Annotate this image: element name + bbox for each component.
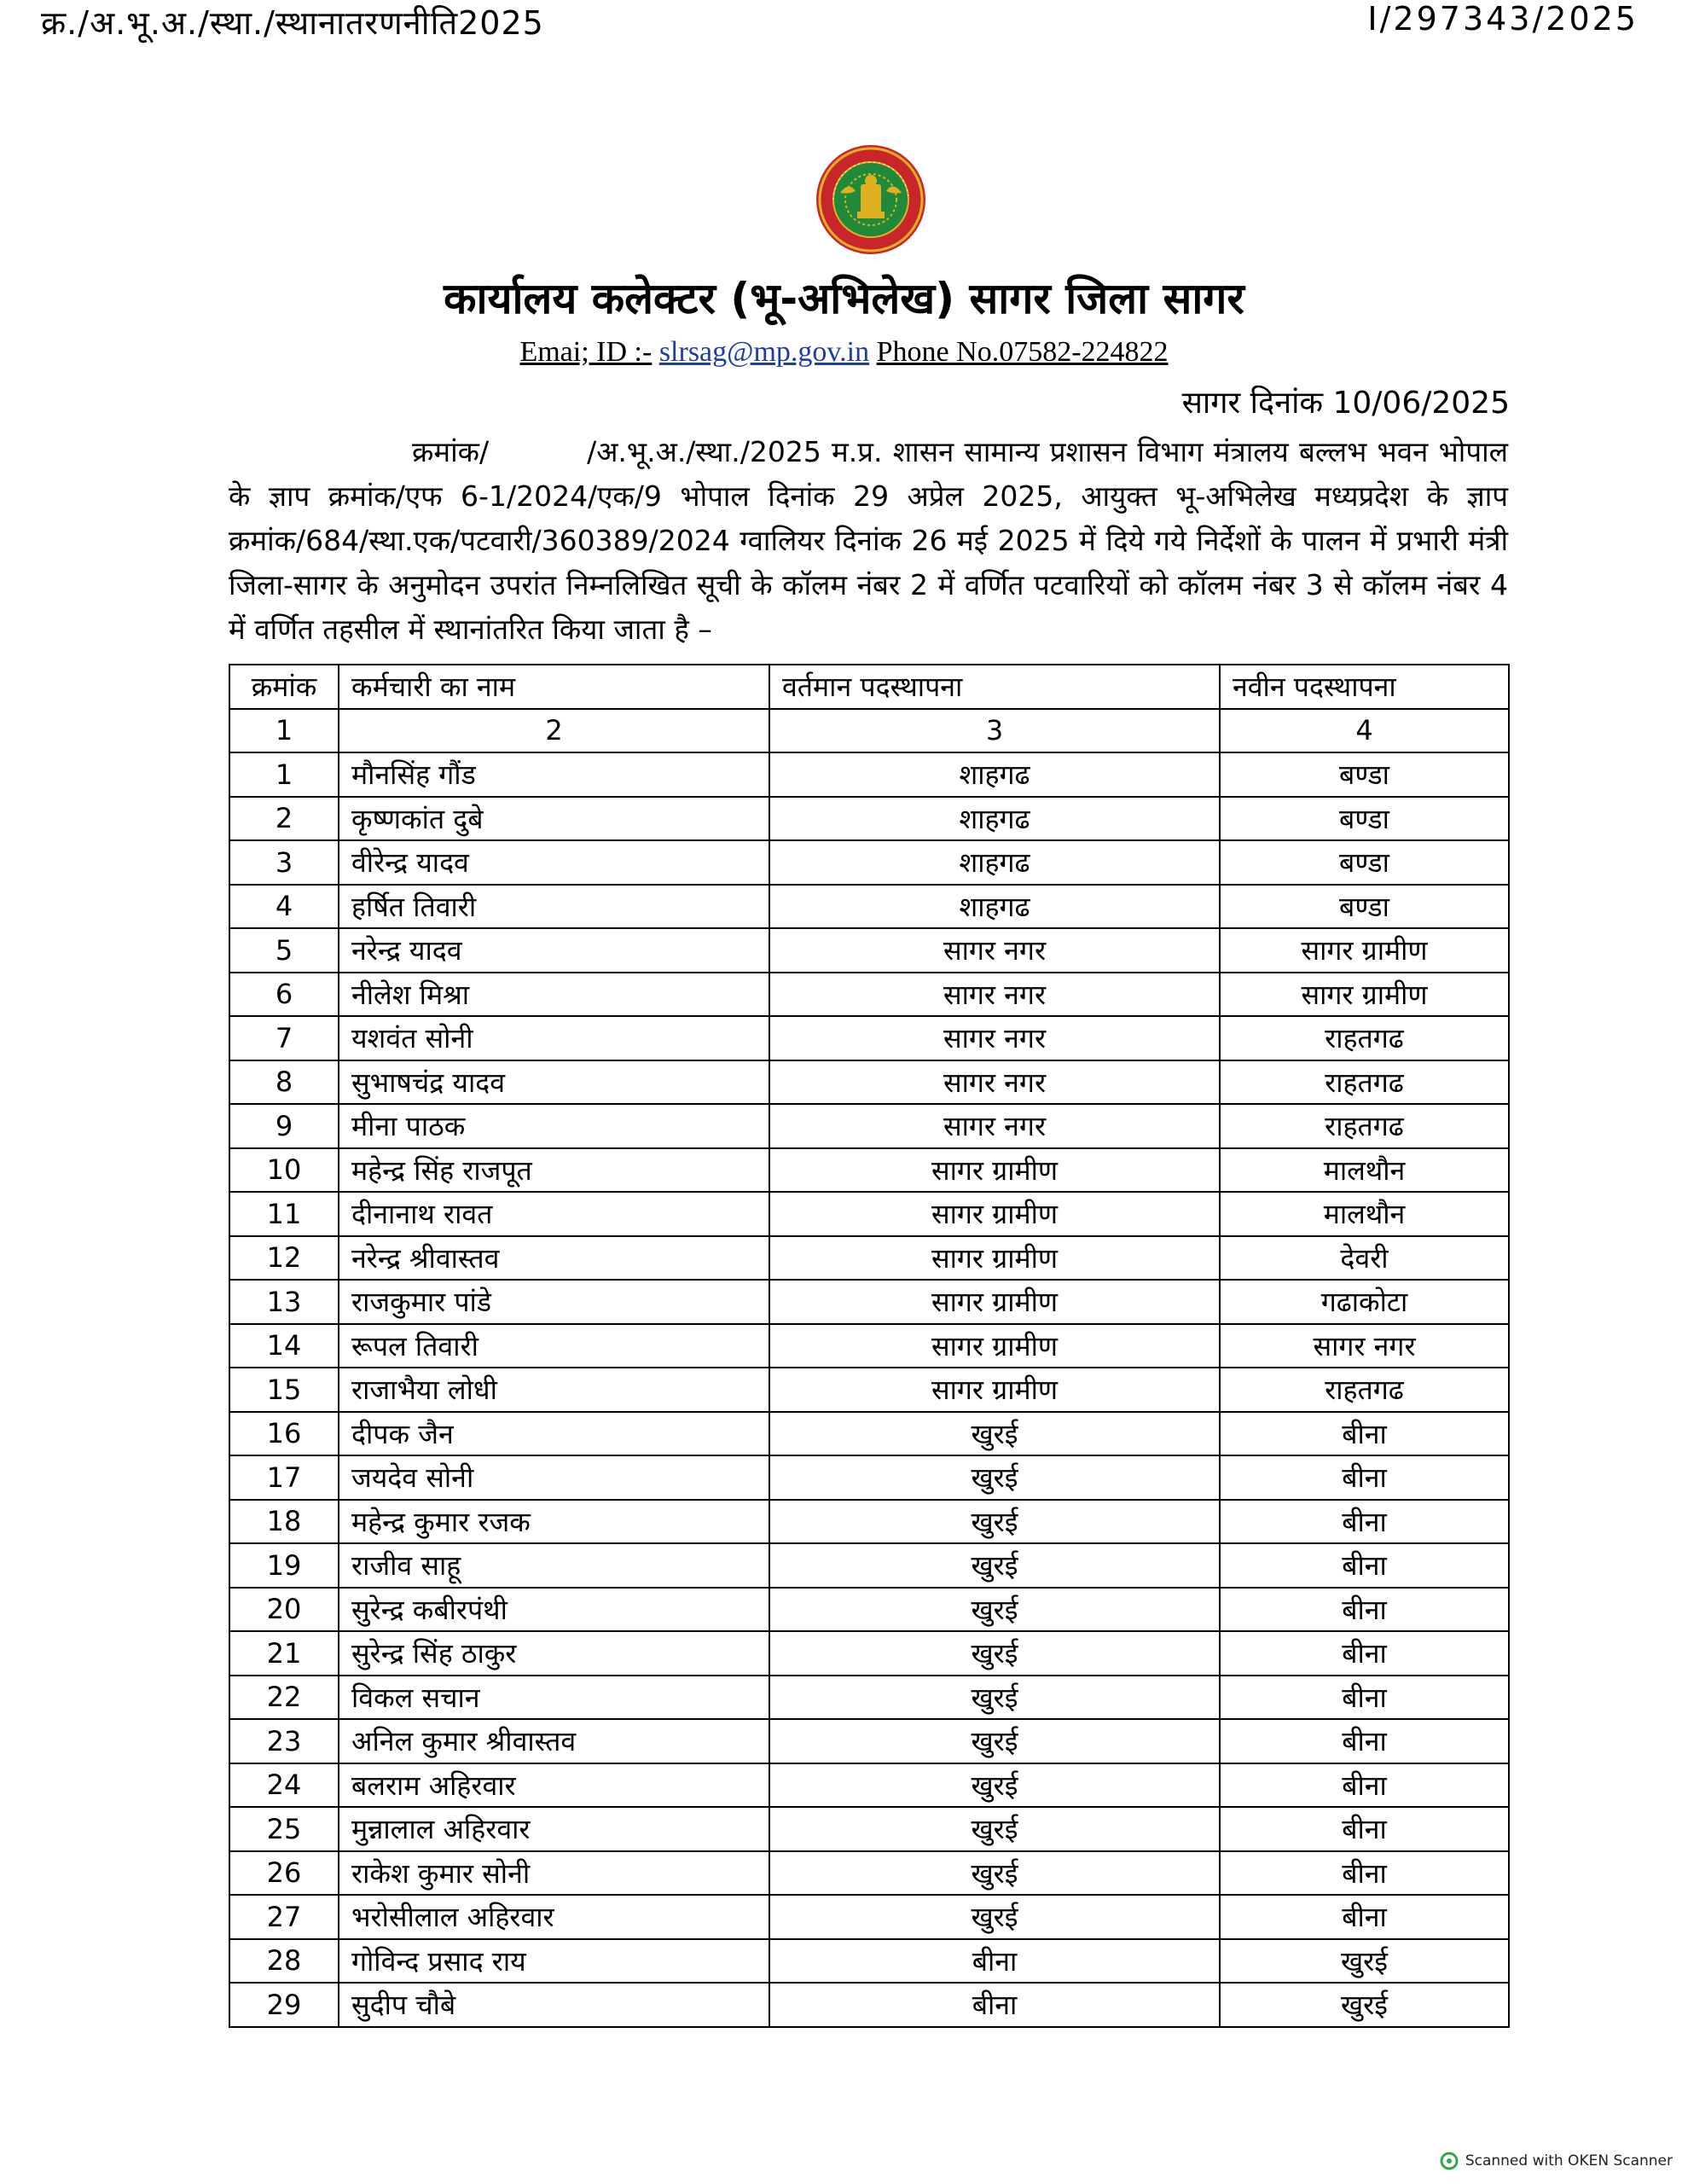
scanner-icon	[1440, 2152, 1459, 2170]
header-new-posting: नवीन पदस्थापना	[1220, 665, 1509, 709]
mp-emblem-icon	[815, 143, 927, 256]
new-posting: बीना	[1220, 1455, 1509, 1500]
table-row	[229, 1719, 1509, 1763]
table-row	[229, 1060, 1509, 1105]
new-posting: बीना	[1220, 1763, 1509, 1808]
email-link[interactable]: slrsag@mp.gov.in	[658, 336, 870, 368]
employee-name: मीना पाठक	[339, 1104, 769, 1148]
new-posting: बीना	[1220, 1412, 1509, 1456]
table-row	[229, 1895, 1509, 1939]
current-posting: सागर ग्रामीण	[769, 1236, 1220, 1281]
table-row	[229, 1543, 1509, 1588]
row-serial: 1	[229, 752, 339, 797]
current-posting: सागर ग्रामीण	[769, 1280, 1220, 1324]
employee-name: अनिल कुमार श्रीवास्तव	[339, 1719, 769, 1763]
row-serial: 3	[229, 840, 339, 885]
employee-name: महेन्द्र सिंह राजपूत	[339, 1148, 769, 1193]
employee-name: सुदीप चौबे	[339, 1983, 769, 2027]
row-serial: 4	[229, 885, 339, 929]
table-row	[229, 1412, 1509, 1456]
employee-name: दीपक जैन	[339, 1412, 769, 1456]
row-serial: 28	[229, 1939, 339, 1984]
table-row	[229, 1939, 1509, 1984]
new-posting: बीना	[1220, 1807, 1509, 1851]
row-serial: 27	[229, 1895, 339, 1939]
office-title: कार्यालय कलेक्टर (भू-अभिलेख) सागर जिला सागर	[444, 274, 1244, 323]
new-posting: बीना	[1220, 1676, 1509, 1720]
new-posting: बीना	[1220, 1851, 1509, 1896]
new-posting: बीना	[1220, 1631, 1509, 1676]
employee-name: विकल सचान	[339, 1676, 769, 1720]
current-posting: खुरई	[769, 1676, 1220, 1720]
column-number-row	[229, 709, 1509, 753]
column-number: 3	[769, 709, 1220, 753]
employee-name: मुन्नालाल अहिरवार	[339, 1807, 769, 1851]
row-serial: 20	[229, 1588, 339, 1632]
employee-name: नीलेश मिश्रा	[339, 973, 769, 1017]
new-posting: बीना	[1220, 1719, 1509, 1763]
employee-name: दीनानाथ रावत	[339, 1192, 769, 1236]
row-serial: 16	[229, 1412, 339, 1456]
current-posting: शाहगढ	[769, 885, 1220, 929]
scanner-watermark	[1440, 2152, 1673, 2170]
new-posting: खुरई	[1220, 1939, 1509, 1984]
table-row	[229, 1236, 1509, 1281]
new-posting: सागर ग्रामीण	[1220, 973, 1509, 1017]
employee-name: भरोसीलाल अहिरवार	[339, 1895, 769, 1939]
new-posting: गढाकोटा	[1220, 1280, 1509, 1324]
table-row	[229, 1983, 1509, 2027]
current-posting: बीना	[769, 1983, 1220, 2027]
current-posting: शाहगढ	[769, 752, 1220, 797]
new-posting: मालथौन	[1220, 1192, 1509, 1236]
new-posting: बण्डा	[1220, 752, 1509, 797]
new-posting: बीना	[1220, 1543, 1509, 1588]
column-number: 1	[229, 709, 339, 753]
employee-name: राकेश कुमार सोनी	[339, 1851, 769, 1896]
new-posting: राहतगढ	[1220, 1016, 1509, 1060]
new-posting: सागर ग्रामीण	[1220, 928, 1509, 973]
current-posting: खुरई	[769, 1719, 1220, 1763]
row-serial: 11	[229, 1192, 339, 1236]
table-row	[229, 797, 1509, 841]
table-row	[229, 1455, 1509, 1500]
new-posting: बीना	[1220, 1895, 1509, 1939]
current-posting: शाहगढ	[769, 840, 1220, 885]
table-row	[229, 1280, 1509, 1324]
row-serial: 29	[229, 1983, 339, 2027]
current-posting: सागर ग्रामीण	[769, 1324, 1220, 1368]
table-row	[229, 1807, 1509, 1851]
table-row	[229, 1851, 1509, 1896]
table-row	[229, 1631, 1509, 1676]
new-posting: खुरई	[1220, 1983, 1509, 2027]
employee-name: सुभाषचंद्र यादव	[339, 1060, 769, 1105]
employee-name: सुरेन्द्र सिंह ठाकुर	[339, 1631, 769, 1676]
current-posting: सागर ग्रामीण	[769, 1368, 1220, 1412]
current-posting: खुरई	[769, 1412, 1220, 1456]
employee-name: बलराम अहिरवार	[339, 1763, 769, 1808]
new-posting: देवरी	[1220, 1236, 1509, 1281]
current-posting: खुरई	[769, 1631, 1220, 1676]
employee-name: मौनसिंह गौंड	[339, 752, 769, 797]
table-row	[229, 973, 1509, 1017]
row-serial: 7	[229, 1016, 339, 1060]
current-posting: सागर ग्रामीण	[769, 1192, 1220, 1236]
employee-name: राजाभैया लोधी	[339, 1368, 769, 1412]
table-row	[229, 1368, 1509, 1412]
table-body	[229, 752, 1509, 2027]
reference-prefix: क्रमांक/	[412, 435, 490, 468]
employee-name: सुरेन्द्र कबीरपंथी	[339, 1588, 769, 1632]
employee-name: वीरेन्द्र यादव	[339, 840, 769, 885]
table-row	[229, 840, 1509, 885]
table-row	[229, 1016, 1509, 1060]
employee-name: रूपल तिवारी	[339, 1324, 769, 1368]
new-posting: बीना	[1220, 1588, 1509, 1632]
employee-name: जयदेव सोनी	[339, 1455, 769, 1500]
table-row	[229, 752, 1509, 797]
table-row	[229, 1676, 1509, 1720]
row-serial: 22	[229, 1676, 339, 1720]
current-posting: खुरई	[769, 1851, 1220, 1896]
row-serial: 17	[229, 1455, 339, 1500]
column-number: 4	[1220, 709, 1509, 753]
current-posting: खुरई	[769, 1588, 1220, 1632]
phone-number: Phone No.07582-224822	[876, 336, 1169, 368]
current-posting: खुरई	[769, 1543, 1220, 1588]
employee-name: महेन्द्र कुमार रजक	[339, 1500, 769, 1544]
table-row	[229, 1763, 1509, 1808]
table-row	[229, 885, 1509, 929]
current-posting: सागर नगर	[769, 1060, 1220, 1105]
header-serial: क्रमांक	[229, 665, 339, 709]
new-posting: राहतगढ	[1220, 1368, 1509, 1412]
row-serial: 25	[229, 1807, 339, 1851]
new-posting: राहतगढ	[1220, 1104, 1509, 1148]
current-posting: खुरई	[769, 1807, 1220, 1851]
row-serial: 2	[229, 797, 339, 841]
row-serial: 12	[229, 1236, 339, 1281]
row-serial: 13	[229, 1280, 339, 1324]
row-serial: 26	[229, 1851, 339, 1896]
new-posting: राहतगढ	[1220, 1060, 1509, 1105]
header-name: कर्मचारी का नाम	[339, 665, 769, 709]
table-row	[229, 1324, 1509, 1368]
employee-name: हर्षित तिवारी	[339, 885, 769, 929]
new-posting: सागर नगर	[1220, 1324, 1509, 1368]
current-posting: सागर नगर	[769, 973, 1220, 1017]
table-row	[229, 1588, 1509, 1632]
row-serial: 10	[229, 1148, 339, 1193]
row-serial: 23	[229, 1719, 339, 1763]
table-row	[229, 1500, 1509, 1544]
row-serial: 18	[229, 1500, 339, 1544]
column-number: 2	[339, 709, 769, 753]
order-text: /अ.भू.अ./स्था./2025 म.प्र. शासन सामान्य प्रशासन विभाग मंत्रालय बल्लभ भवन भोपाल के ज्ञाप क्रमांक/एफ 6-1/2024/एक/9 भोपाल दिनांक 29 अप्रेल 2025, आयुक्त भू-अभिलेख मध्यप्रदेश के ज्ञाप क्रमांक/684/स्था.एक/पटवारी/360389/2024 ग्वालियर दिनांक 26 मई 2025 में दिये गये निर्देशों के पालन में प्रभारी मंत्री जिला-सागर के अनुमोदन उपरांत निम्नलिखित सूची के कॉलम नंबर 2 में वर्णित पटवारियों को कॉलम नंबर 3 से कॉलम नंबर 4 में वर्णित तहसील में स्थानांतरित किया जाता है –	[229, 435, 1508, 646]
current-posting: बीना	[769, 1939, 1220, 1984]
new-posting: बण्डा	[1220, 840, 1509, 885]
file-reference: क्र./अ.भू.अ./स्था./स्थानातरणनीति2025	[41, 4, 544, 42]
order-date: सागर दिनांक 10/06/2025	[1181, 386, 1510, 421]
table-row	[229, 928, 1509, 973]
email-label: Emai; ID :-	[519, 336, 653, 368]
employee-name: नरेन्द्र श्रीवास्तव	[339, 1236, 769, 1281]
row-serial: 14	[229, 1324, 339, 1368]
row-serial: 6	[229, 973, 339, 1017]
employee-name: कृष्णकांत दुबे	[339, 797, 769, 841]
employee-name: यशवंत सोनी	[339, 1016, 769, 1060]
employee-name: गोविन्द प्रसाद राय	[339, 1939, 769, 1984]
row-serial: 9	[229, 1104, 339, 1148]
employee-name: राजीव साहू	[339, 1543, 769, 1588]
new-posting: मालथौन	[1220, 1148, 1509, 1193]
document-number: I/297343/2025	[1367, 0, 1639, 38]
current-posting: सागर ग्रामीण	[769, 1148, 1220, 1193]
row-serial: 24	[229, 1763, 339, 1808]
current-posting: खुरई	[769, 1895, 1220, 1939]
table-row	[229, 1148, 1509, 1193]
scanner-text: Scanned with OKEN Scanner	[1465, 2152, 1673, 2169]
row-serial: 19	[229, 1543, 339, 1588]
header-current-posting: वर्तमान पदस्थापना	[769, 665, 1220, 709]
current-posting: सागर नगर	[769, 1104, 1220, 1148]
current-posting: खुरई	[769, 1763, 1220, 1808]
current-posting: शाहगढ	[769, 797, 1220, 841]
table-row	[229, 1104, 1509, 1148]
current-posting: सागर नगर	[769, 928, 1220, 973]
current-posting: सागर नगर	[769, 1016, 1220, 1060]
transfer-table	[229, 664, 1510, 2028]
new-posting: बण्डा	[1220, 885, 1509, 929]
row-serial: 15	[229, 1368, 339, 1412]
new-posting: बण्डा	[1220, 797, 1509, 841]
order-body	[229, 430, 1508, 652]
row-serial: 5	[229, 928, 339, 973]
row-serial: 8	[229, 1060, 339, 1105]
new-posting: बीना	[1220, 1500, 1509, 1544]
table-header-row	[229, 665, 1509, 709]
contact-line	[0, 336, 1688, 369]
employee-name: राजकुमार पांडे	[339, 1280, 769, 1324]
row-serial: 21	[229, 1631, 339, 1676]
current-posting: खुरई	[769, 1500, 1220, 1544]
employee-name: नरेन्द्र यादव	[339, 928, 769, 973]
current-posting: खुरई	[769, 1455, 1220, 1500]
table-row	[229, 1192, 1509, 1236]
